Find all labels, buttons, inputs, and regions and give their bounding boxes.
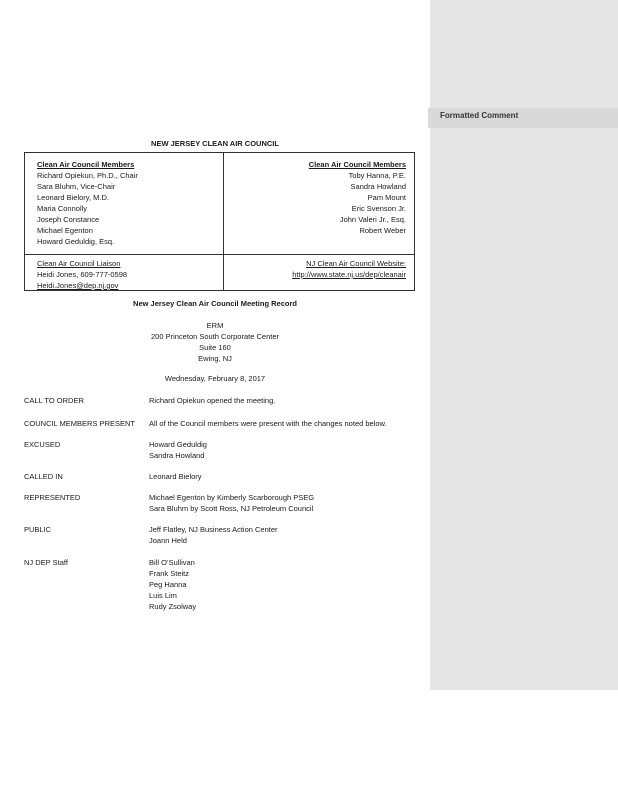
member-name: Richard Opiekun, Ph.D., Chair (37, 171, 138, 180)
member-name: John Valeri Jr., Esq. (339, 215, 406, 224)
meeting-date: Wednesday, February 8, 2017 (164, 374, 266, 383)
section-value: Joann Held (149, 536, 187, 545)
section-value: Bill O’Sullivan (149, 558, 195, 567)
members-left-column (37, 159, 138, 247)
section-values (149, 418, 387, 429)
member-name: Maria Connolly (37, 204, 88, 213)
website-label: NJ Clean Air Council Website: (306, 259, 406, 268)
address-line: Suite 160 (199, 343, 231, 352)
member-name: Michael Egenton (37, 226, 93, 235)
section-value: Leonard Bielory (149, 472, 202, 481)
section-value: Sandra Howland (149, 451, 205, 460)
meeting-record-title: New Jersey Clean Air Council Meeting Record (133, 299, 297, 308)
liaison-email-link[interactable]: Heidi.Jones@dep.nj.gov (37, 281, 119, 290)
member-name: Eric Svenson Jr. (351, 204, 406, 213)
document-title: NEW JERSEY CLEAN AIR COUNCIL (151, 139, 279, 148)
members-table (24, 152, 415, 291)
table-divider-vertical (223, 153, 224, 290)
address-line: 200 Princeton South Corporate Center (151, 332, 279, 341)
member-name: Pam Mount (367, 193, 406, 202)
section-values (149, 471, 202, 482)
member-name: Toby Hanna, P.E. (348, 171, 406, 180)
section-label: NJ DEP Staff (24, 558, 68, 567)
members-right-header: Clean Air Council Members (308, 160, 406, 169)
section-value: Jeff Flatley, NJ Business Action Center (149, 525, 278, 534)
section-value: Sara Bluhm by Scott Ross, NJ Petroleum Council (149, 504, 314, 513)
section-label: REPRESENTED (24, 493, 81, 502)
section-values (149, 395, 275, 406)
comment-label: Formatted Comment (440, 111, 519, 120)
section-label: EXCUSED (24, 440, 61, 449)
section-value: Richard Opiekun opened the meeting. (149, 396, 276, 405)
section-value: All of the Council members were present with the changes noted below. (149, 419, 387, 428)
address-line: ERM (206, 321, 224, 330)
member-name: Leonard Bielory, M.D. (37, 193, 109, 202)
section-values (149, 557, 196, 612)
section-label: COUNCIL MEMBERS PRESENT (24, 419, 135, 428)
member-name: Joseph Constance (37, 215, 100, 224)
section-value: Michael Egenton by Kimberly Scarborough PSEG (149, 493, 315, 502)
section-values (149, 492, 314, 514)
section-label: CALLED IN (24, 472, 63, 481)
member-name: Howard Geduldig, Esq. (37, 237, 115, 246)
liaison-label: Clean Air Council Liaison (37, 259, 121, 268)
section-label: CALL TO ORDER (24, 396, 84, 405)
section-value: Peg Hanna (149, 580, 187, 589)
member-name: Sandra Howland (350, 182, 406, 191)
section-value: Howard Geduldig (149, 440, 207, 449)
section-value: Rudy Zsolway (149, 602, 197, 611)
section-values (149, 439, 207, 461)
member-name: Robert Weber (359, 226, 406, 235)
website-cell (292, 258, 406, 280)
liaison-cell (37, 258, 127, 291)
section-values (149, 524, 278, 546)
members-left-header: Clean Air Council Members (37, 160, 135, 169)
members-right-column (309, 159, 406, 236)
section-value: Luis Lim (149, 591, 177, 600)
address-line: Ewing, NJ (198, 354, 232, 363)
section-label: PUBLIC (24, 525, 52, 534)
meeting-address (0, 320, 430, 364)
table-divider-horizontal (25, 254, 414, 255)
section-value: Frank Steitz (149, 569, 190, 578)
liaison-contact: Heidi Jones, 609-777-0598 (37, 270, 128, 279)
member-name: Sara Bluhm, Vice-Chair (37, 182, 116, 191)
website-link[interactable]: http://www.state.nj.us/dep/cleanair (292, 270, 406, 279)
comment-pane (430, 0, 618, 690)
